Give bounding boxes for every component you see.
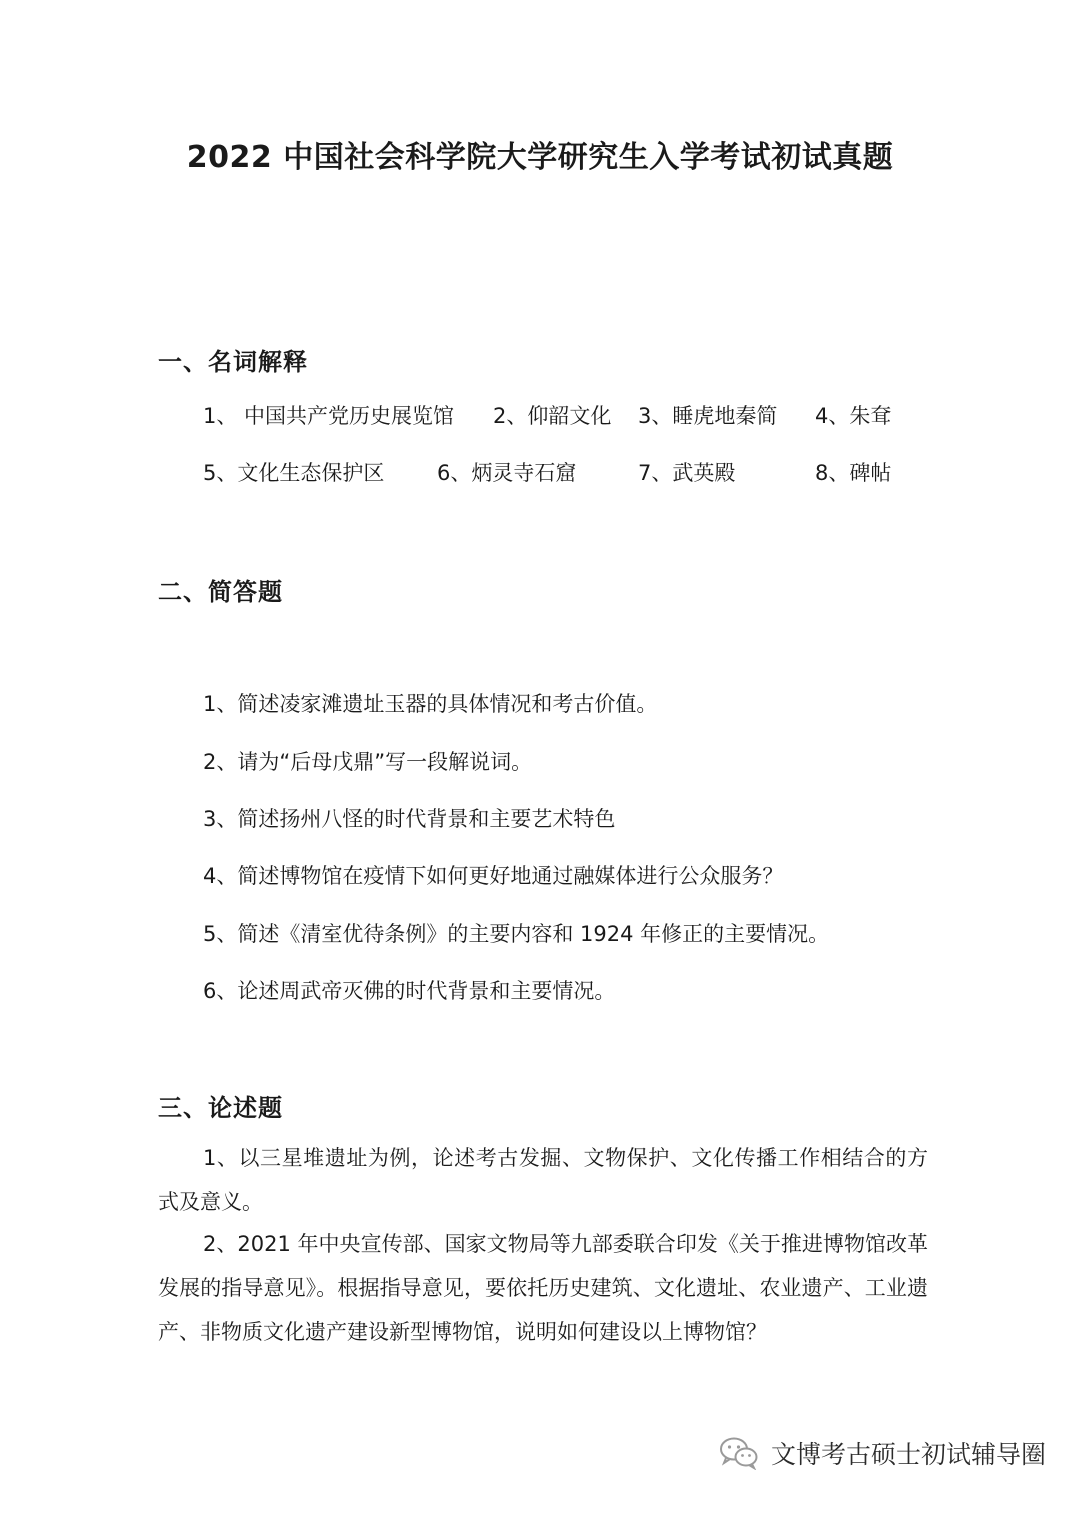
essay-question: 1、以三星堆遗址为例，论述考古发掘、文物保护、文化传播工作相结合的方式及意义。	[158, 1146, 928, 1214]
term-item: 8、碑帖	[815, 461, 892, 485]
watermark-text: 文博考古硕士初试辅导圈	[770, 1440, 1046, 1469]
section-heading-terms: 一、名词解释	[158, 348, 308, 376]
essay-question: 2、2021 年中央宣传部、国家文物局等九部委联合印发《关于推进博物馆改革发展的指导意见》。根据指导意见，要依托历史建筑、文化遗址、农业遗产、工业遗产、非物质文化遗产建设新型博物馆，说明如何建设以上博物馆？	[158, 1232, 928, 1344]
term-item: 6、炳灵寺石窟	[437, 461, 577, 485]
question-item: 4、简述博物馆在疫情下如何更好地通过融媒体进行公众服务？	[203, 864, 784, 888]
term-item: 5、文化生态保护区	[203, 461, 385, 485]
page-title: 2022 中国社会科学院大学研究生入学考试初试真题	[186, 140, 894, 175]
question-item: 1、简述凌家滩遗址玉器的具体情况和考古价值。	[203, 692, 658, 716]
wechat-icon	[719, 1436, 759, 1470]
watermark	[719, 1435, 1046, 1471]
question-item: 6、论述周武帝灭佛的时代背景和主要情况。	[203, 979, 616, 1003]
term-item: 1、 中国共产党历史展览馆	[203, 404, 455, 428]
term-item: 3、睡虎地秦简	[638, 404, 778, 428]
question-item: 5、简述《清室优待条例》的主要内容和 1924 年修正的主要情况。	[203, 922, 830, 946]
section-heading-short-answer: 二、简答题	[158, 578, 283, 606]
term-item: 2、仰韶文化	[493, 404, 612, 428]
term-item: 7、武英殿	[638, 461, 736, 485]
section-heading-essay: 三、论述题	[158, 1094, 283, 1122]
question-item: 3、简述扬州八怪的时代背景和主要艺术特色	[203, 807, 616, 831]
term-item: 4、朱耷	[815, 404, 892, 428]
question-item: 2、请为“后母戊鼎”写一段解说词。	[203, 750, 533, 774]
